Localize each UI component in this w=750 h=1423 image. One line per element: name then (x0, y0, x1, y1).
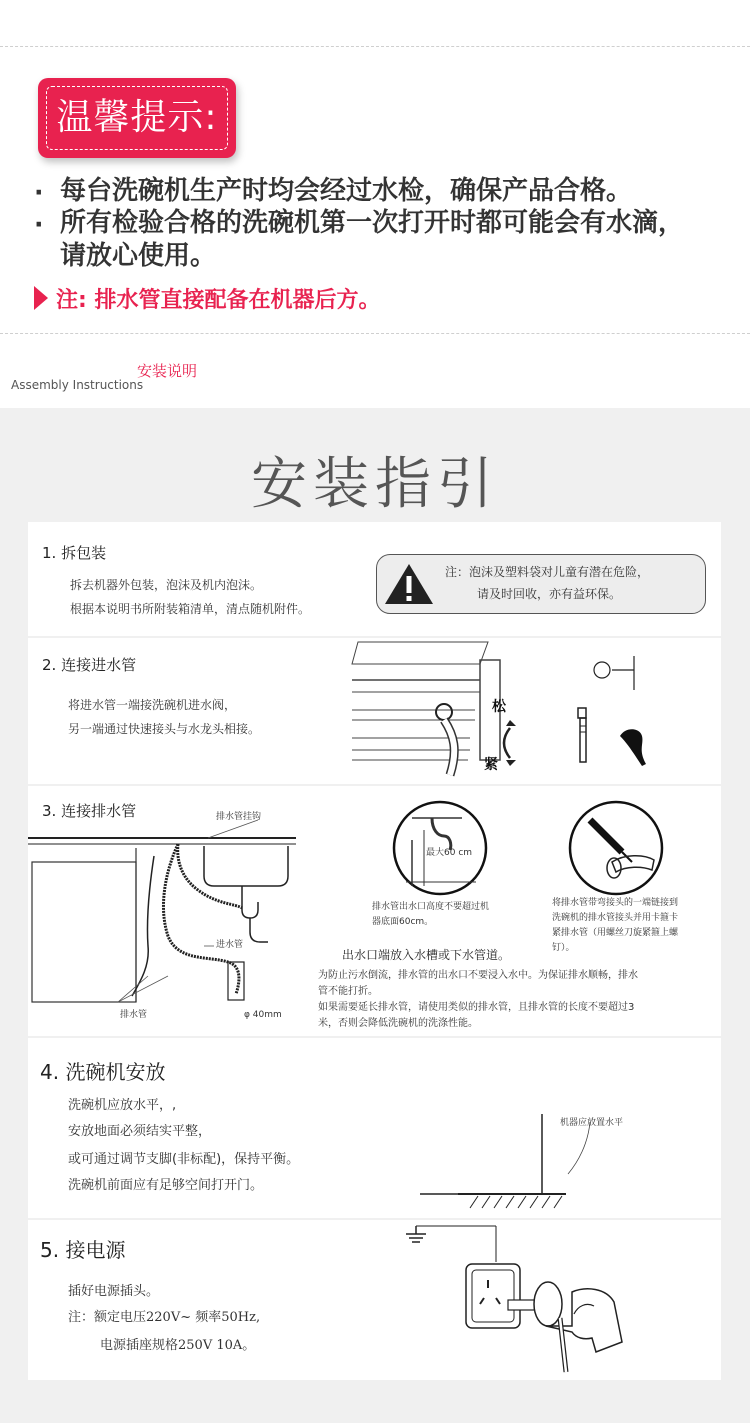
drain-hook-label: 排水管挂钩 (216, 812, 262, 822)
drain-note-1: 为防止污水倒流，排水管的出水口不要浸入水中。为保证排水顺畅，排水 (318, 970, 638, 981)
warning-line-1: 注：泡沫及塑料袋对儿童有潜在危险， (445, 565, 650, 579)
drain-hose-diagram (28, 786, 318, 1036)
drain-pipe-label: 排水管 (120, 1010, 148, 1020)
top-divider (0, 46, 750, 47)
step-4-panel (28, 1038, 721, 1218)
step-5-line-1: 插好电源插头。 (68, 1284, 160, 1299)
tight-label: 紧 (484, 757, 498, 773)
section-title-cn: 安装说明 (137, 362, 198, 380)
caption-left-1: 排水管出水口高度不要超过机 (372, 902, 490, 912)
caption-right-3: 紧排水管（用螺丝刀旋紧箍上螺 (552, 928, 679, 938)
guide-title: 安装指引 (251, 452, 499, 517)
step-4-line-3: 或可通过调节支脚(非标配)，保持平衡。 (68, 1152, 300, 1167)
pipe-diameter-label: φ 40mm (244, 1010, 282, 1020)
caption-right-2: 洗碗机的排水管接头并用卡箍卡 (552, 913, 679, 923)
drain-note: 注: 排水管直接配备在机器后方。 (56, 288, 381, 313)
warning-line-2: 请及时回收，亦有益环保。 (477, 587, 622, 601)
caption-right-1: 将排水管带弯接头的一端链接到 (552, 898, 679, 908)
outlet-note: 出水口端放入水槽或下水管道。 (342, 948, 511, 962)
step-1-title: 1. 拆包装 (42, 544, 107, 562)
drain-note-3: 如果需要延长排水管，请使用类似的排水管，且排水管的长度不要超过3 (318, 1002, 635, 1013)
drain-note-2: 管不能打折。 (318, 986, 378, 997)
step-2-line-1: 将进水管一端接洗碗机进水阀， (68, 698, 237, 712)
warning-icon (383, 560, 435, 608)
step-1-panel (28, 522, 721, 636)
bullet-1: · (34, 178, 44, 207)
power-plug-diagram (396, 1222, 626, 1378)
max-height-label: 最大60 cm (426, 848, 473, 858)
tip-item-3: 请放心使用。 (60, 241, 217, 271)
step-1-line-2: 根据本说明书所附装箱清单，清点随机附件。 (70, 602, 311, 616)
tips-badge-label: 温馨提示: (56, 97, 218, 138)
warning-box (376, 554, 706, 614)
step-1-line-1: 拆去机器外包装，泡沫及机内泡沫。 (70, 578, 263, 592)
step-5-title: 5. 接电源 (40, 1238, 126, 1262)
tip-item-1: 每台洗碗机生产时均会经过水检，确保产品合格。 (60, 176, 633, 206)
step-5-line-2: 注：额定电压220V~ 频率50Hz, (68, 1310, 261, 1325)
drain-note-4: 米，否则会降低洗碗机的洗涤性能。 (318, 1018, 478, 1029)
section-title-en: Assembly Instructions (11, 378, 144, 392)
step-4-title: 4. 洗碗机安放 (40, 1060, 166, 1084)
step-2-panel (28, 638, 721, 784)
clamp-diagram (562, 800, 670, 896)
inlet-pipe-label: 进水管 (216, 940, 244, 950)
caption-left-2: 器底面60cm。 (372, 917, 434, 927)
step-3-title: 3. 连接排水管 (42, 802, 137, 820)
level-label: 机器应放置水平 (560, 1118, 624, 1128)
loose-label: 松 (492, 699, 506, 715)
mid-divider (0, 333, 750, 334)
step-3-panel (28, 786, 721, 1036)
inlet-hose-diagram (350, 640, 690, 780)
step-5-panel (28, 1220, 721, 1380)
bullet-2: · (34, 210, 44, 239)
caption-right-4: 钉）。 (552, 943, 575, 953)
tip-item-2: 所有检验合格的洗碗机第一次打开时都可能会有水滴， (60, 208, 685, 238)
step-5-line-3: 电源插座规格250V 10A。 (100, 1338, 256, 1353)
tips-badge (38, 78, 236, 158)
step-2-title: 2. 连接进水管 (42, 656, 137, 674)
step-4-line-1: 洗碗机应放水平，, (68, 1098, 177, 1113)
note-arrow-icon (34, 286, 48, 310)
step-2-line-2: 另一端通过快速接头与水龙头相接。 (68, 722, 261, 736)
step-4-line-4: 洗碗机前面应有足够空间打开门。 (68, 1178, 264, 1193)
step-4-line-2: 安放地面必须结实平整， (68, 1124, 212, 1139)
